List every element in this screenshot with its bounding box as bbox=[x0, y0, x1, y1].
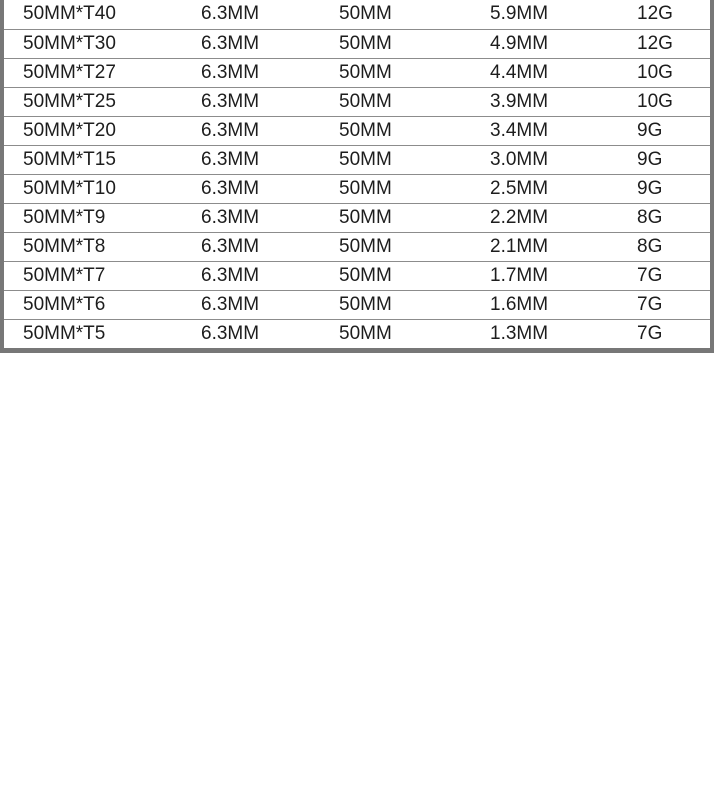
table-row bbox=[4, 0, 710, 29]
table-cell-tip: 4.9MM bbox=[467, 29, 615, 58]
table-cell-model: 50MM*T7 bbox=[4, 261, 179, 290]
table-cell-shank: 6.3MM bbox=[179, 145, 317, 174]
table-row bbox=[4, 145, 710, 174]
table-row bbox=[4, 232, 710, 261]
table-cell-length: 50MM bbox=[317, 174, 467, 203]
table-cell-length: 50MM bbox=[339, 3, 392, 25]
spec-table-frame bbox=[0, 0, 714, 353]
table-cell-model: 50MM*T8 bbox=[4, 232, 179, 261]
table-row bbox=[4, 203, 710, 232]
table-cell-tip: 2.2MM bbox=[467, 203, 615, 232]
table-cell-tip: 3.4MM bbox=[467, 116, 615, 145]
table-cell-weight: 9G bbox=[615, 174, 710, 203]
table-cell-shank: 6.3MM bbox=[179, 290, 317, 319]
table-cell-length: 50MM bbox=[317, 232, 467, 261]
table-cell-model: 50MM*T20 bbox=[4, 116, 179, 145]
table-cell-length: 50MM bbox=[317, 87, 467, 116]
table-cell-shank: 6.3MM bbox=[179, 232, 317, 261]
table-cell-model: 50MM*T10 bbox=[4, 174, 179, 203]
table-cell-weight: 7G bbox=[615, 319, 710, 348]
table-cell-length: 50MM bbox=[317, 145, 467, 174]
table-row bbox=[4, 290, 710, 319]
table-row bbox=[4, 319, 710, 348]
table-cell-weight: 9G bbox=[615, 116, 710, 145]
table-cell-weight: 8G bbox=[615, 232, 710, 261]
spec-table bbox=[4, 0, 710, 348]
table-cell-length: 50MM bbox=[317, 261, 467, 290]
table-cell-shank: 6.3MM bbox=[179, 174, 317, 203]
table-cell-length: 50MM bbox=[317, 116, 467, 145]
table-cell-tip: 3.9MM bbox=[467, 87, 615, 116]
table-cell-shank: 6.3MM bbox=[201, 3, 260, 25]
table-cell-shank: 6.3MM bbox=[179, 261, 317, 290]
table-cell-tip: 4.4MM bbox=[467, 58, 615, 87]
table-cell-tip: 1.7MM bbox=[467, 261, 615, 290]
table-row bbox=[4, 116, 710, 145]
table-cell-model: 50MM*T15 bbox=[4, 145, 179, 174]
table-cell-weight: 10G bbox=[615, 87, 710, 116]
table-cell-length: 50MM bbox=[317, 29, 467, 58]
table-cell-weight: 7G bbox=[615, 290, 710, 319]
table-cell-model: 50MM*T6 bbox=[4, 290, 179, 319]
table-cell-tip: 2.5MM bbox=[467, 174, 615, 203]
table-cell-shank: 6.3MM bbox=[179, 87, 317, 116]
table-cell-length: 50MM bbox=[317, 290, 467, 319]
table-cell-tip: 2.1MM bbox=[467, 232, 615, 261]
table-cell-shank: 6.3MM bbox=[179, 29, 317, 58]
table-row bbox=[4, 261, 710, 290]
table-cell-tip: 1.6MM bbox=[467, 290, 615, 319]
table-cell-tip: 3.0MM bbox=[467, 145, 615, 174]
table-cell-model: 50MM*T9 bbox=[4, 203, 179, 232]
table-cell-weight: 12G bbox=[637, 3, 673, 25]
table-cell-model: 50MM*T25 bbox=[4, 87, 179, 116]
table-cell-tip: 1.3MM bbox=[467, 319, 615, 348]
table-row bbox=[4, 58, 710, 87]
table-cell-weight: 8G bbox=[615, 203, 710, 232]
table-row bbox=[4, 29, 710, 58]
table-cell-tip: 5.9MM bbox=[490, 3, 549, 25]
table-cell-length: 50MM bbox=[317, 203, 467, 232]
table-cell-shank: 6.3MM bbox=[179, 319, 317, 348]
table-cell-weight: 7G bbox=[615, 261, 710, 290]
table-cell-weight: 12G bbox=[615, 29, 710, 58]
table-cell-model: 50MM*T40 bbox=[23, 3, 116, 25]
table-cell-length: 50MM bbox=[317, 58, 467, 87]
table-cell-shank: 6.3MM bbox=[179, 58, 317, 87]
table-cell-model: 50MM*T27 bbox=[4, 58, 179, 87]
table-cell-model: 50MM*T30 bbox=[4, 29, 179, 58]
table-row bbox=[4, 174, 710, 203]
table-cell-weight: 9G bbox=[615, 145, 710, 174]
table-cell-length: 50MM bbox=[317, 319, 467, 348]
table-cell-weight: 10G bbox=[615, 58, 710, 87]
table-row bbox=[4, 87, 710, 116]
table-cell-shank: 6.3MM bbox=[179, 203, 317, 232]
table-cell-model: 50MM*T5 bbox=[4, 319, 179, 348]
spec-table-body bbox=[4, 0, 710, 348]
table-cell-shank: 6.3MM bbox=[179, 116, 317, 145]
